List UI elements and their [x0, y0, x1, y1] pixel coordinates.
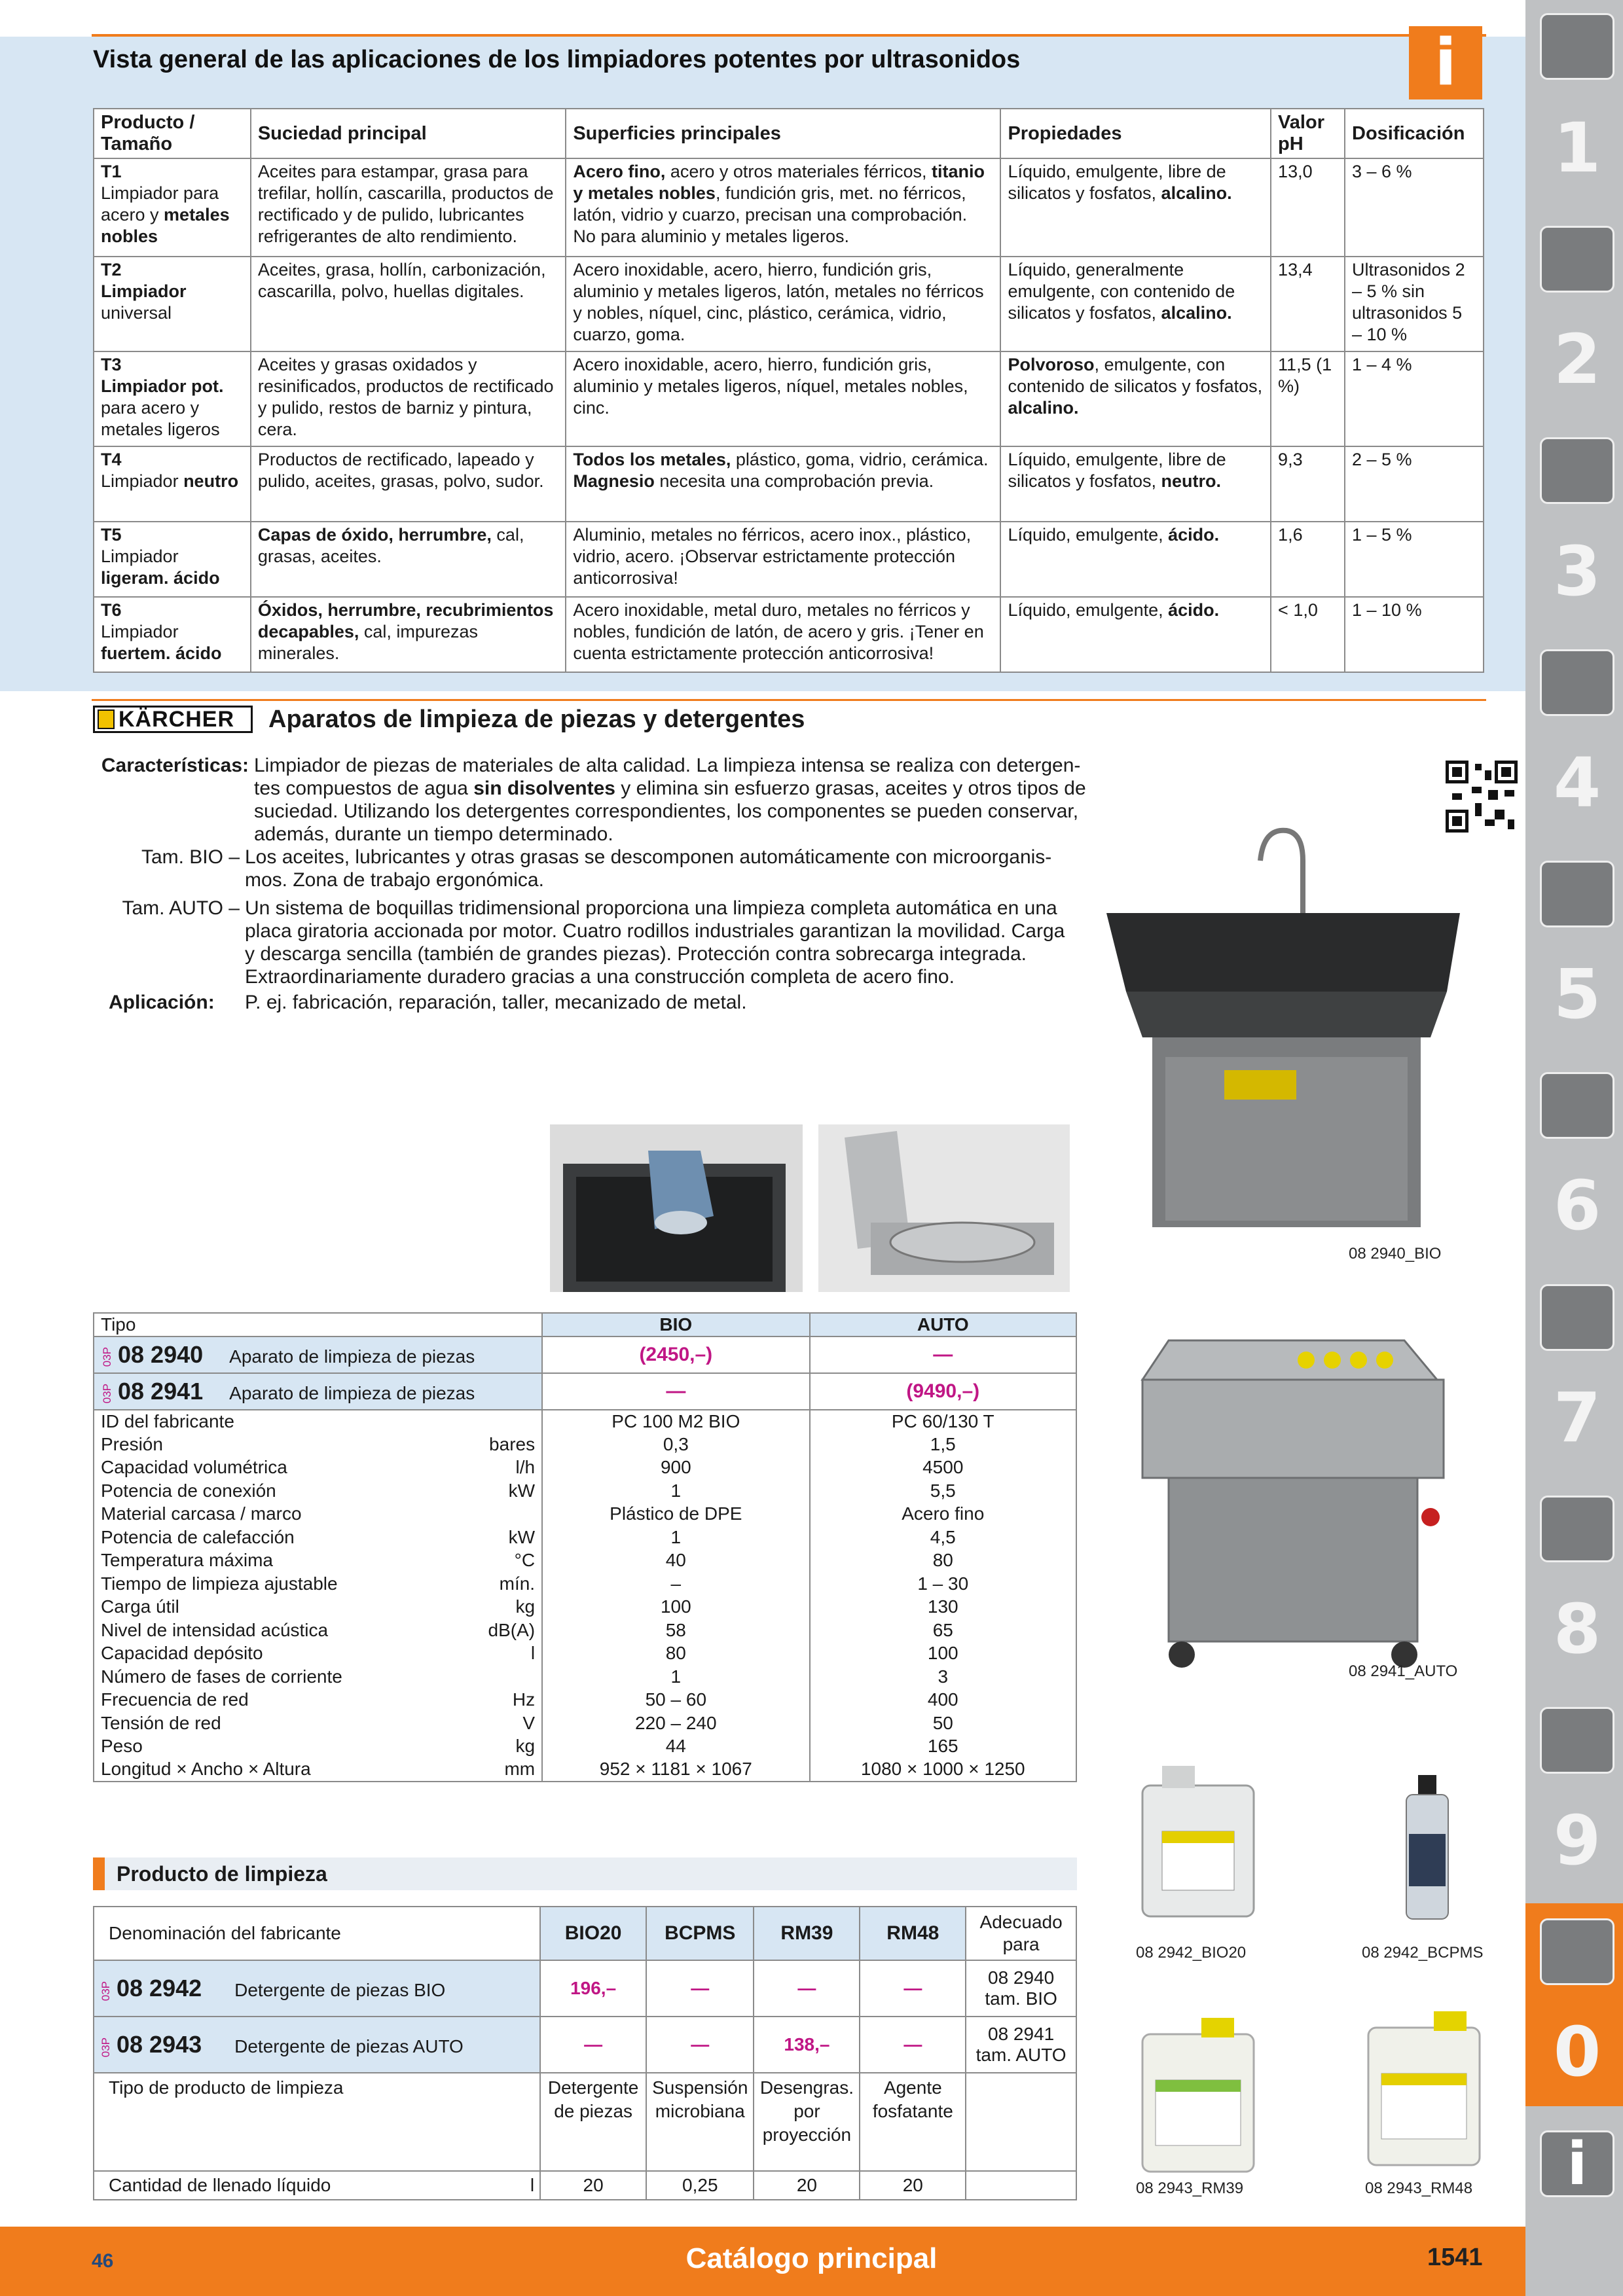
properties-cell: Líquido, emulgente, ácido.	[1000, 597, 1271, 672]
auto-machine-photo	[1129, 1321, 1463, 1674]
product-name-bold: fuertem. ácido	[101, 643, 222, 663]
spec-unit: Hz	[512, 1689, 536, 1710]
karcher-mark-icon	[98, 709, 115, 729]
article-name: Detergente de piezas BIO	[234, 1980, 446, 2000]
auto-label: Tam. AUTO –	[122, 897, 240, 919]
dirt-cell: Aceites y grasas oxidados y resinificados, productos de rectificado y pulido, restos de barniz y pintura, cera.	[251, 351, 566, 446]
karcher-logo	[93, 706, 253, 733]
product-code: T6	[101, 600, 122, 620]
spec-auto: 165	[810, 1735, 1076, 1759]
price-rm48: —	[903, 2034, 922, 2054]
spec-unit: l/h	[515, 1457, 536, 1478]
product-row[interactable]	[94, 1373, 1076, 1410]
spec-unit: mm	[504, 1759, 536, 1780]
spec-label: Carga útil	[101, 1596, 179, 1617]
caption-bio: 08 2940_BIO	[1349, 1245, 1442, 1263]
product-name-bold: Limpiador pot.	[101, 376, 224, 396]
product-name: Limpiador para acero y	[101, 183, 219, 224]
article-name: Aparato de limpieza de piezas	[229, 1382, 475, 1403]
type-bcpms: Suspensión microbiana	[646, 2073, 754, 2171]
ref-tag: 03P	[101, 1347, 113, 1367]
cleaning-products-bar: Producto de limpieza	[93, 1857, 1077, 1890]
footer-title: Catálogo principal	[685, 2242, 938, 2274]
section-rule	[92, 699, 1486, 701]
spec-bio: 50 – 60	[542, 1689, 809, 1712]
spec-row	[94, 1619, 1076, 1642]
spec-auto: 4,5	[810, 1526, 1076, 1549]
price-auto: (9490,–)	[906, 1380, 980, 1402]
properties-cell: Líquido, emulgente, libre de silicatos y fosfatos, neutro.	[1000, 446, 1271, 522]
spec-label: Número de fases de corriente	[101, 1666, 342, 1687]
tipo-label: Tipo	[94, 1313, 542, 1336]
spec-row	[94, 1479, 1076, 1503]
product-row[interactable]	[94, 1336, 1076, 1373]
properties-cell: Líquido, generalmente emulgente, con contenido de silicatos y fosfatos, alcalino.	[1000, 257, 1271, 351]
chapter-number[interactable]: 9	[1553, 1801, 1601, 1880]
spec-unit: °C	[514, 1550, 536, 1571]
description	[0, 754, 1087, 1022]
ph-cell: 13,4	[1271, 257, 1345, 351]
spec-row	[94, 1526, 1076, 1549]
type-rm48: Agente fosfatante	[860, 2073, 966, 2171]
chapter-number[interactable]: 1	[1553, 108, 1601, 188]
chapter-8-icon[interactable]	[1540, 1496, 1614, 1562]
spec-bio: 900	[542, 1456, 809, 1480]
caption-auto: 08 2941_AUTO	[1349, 1662, 1458, 1680]
table-row	[94, 446, 1484, 522]
tipo-producto-label: Tipo de producto de limpieza	[94, 2073, 540, 2171]
chapter-5-icon[interactable]	[1540, 861, 1614, 927]
col-rm39: RM39	[754, 1907, 860, 1960]
spec-label: Capacidad volumétrica	[101, 1457, 287, 1478]
desc-line: P. ej. fabricación, reparación, taller, mecanizado de metal.	[245, 992, 747, 1013]
spec-unit: kW	[508, 1526, 536, 1547]
col-rm48: RM48	[860, 1907, 966, 1960]
col-dosificacion: Dosificación	[1345, 109, 1484, 158]
section-title: Aparatos de limpieza de piezas y detergentes	[268, 706, 805, 733]
price-bio20: —	[584, 2034, 603, 2054]
spec-label: Peso	[101, 1736, 143, 1757]
spec-auto: 3	[810, 1665, 1076, 1689]
suitable-for: 08 2940 tam. BIO	[966, 1960, 1076, 2017]
spec-label: Capacidad depósito	[101, 1643, 263, 1664]
chapter-3-icon[interactable]	[1540, 437, 1614, 504]
dose-cell: 2 – 5 %	[1345, 446, 1484, 522]
col-auto: AUTO	[810, 1313, 1076, 1336]
table-row	[94, 257, 1484, 351]
spec-unit: kg	[515, 1596, 536, 1617]
spec-auto: Acero fino	[810, 1503, 1076, 1526]
bio-label: Tam. BIO –	[141, 846, 240, 868]
spec-unit: bares	[489, 1433, 536, 1454]
surface-cell: Acero inoxidable, acero, hierro, fundición gris, aluminio y metales ligeros, latón, metales no férricos y nobles, níquel, cinc, plástico, cerámica, vidrio, cuarzo, goma.	[566, 257, 1000, 351]
caption-bcpms: 08 2942_BCPMS	[1362, 1944, 1484, 1962]
dirt-cell: Óxidos, herrumbre, recubrimientos decapables, cal, impurezas minerales.	[251, 597, 566, 672]
spec-label: Nivel de intensidad acústica	[101, 1619, 329, 1640]
dose-cell: Ultrasonidos 2 – 5 % sin ultrasonidos 5 – 10 %	[1345, 257, 1484, 351]
product-name: Limpiador	[101, 622, 179, 641]
price-bio: (2450,–)	[639, 1343, 713, 1365]
price-rm39: 138,–	[784, 2034, 830, 2054]
chapter-number[interactable]: 3	[1553, 531, 1601, 611]
brand-text: KÄRCHER	[119, 706, 234, 732]
col-adecuado: Adecuado para	[966, 1907, 1076, 1960]
spec-row	[94, 1735, 1076, 1759]
dose-cell: 1 – 10 %	[1345, 597, 1484, 672]
product-name-bold: metales nobles	[101, 205, 230, 246]
chapter-number[interactable]: 7	[1553, 1378, 1601, 1458]
spec-auto: 100	[810, 1642, 1076, 1666]
spec-bio: PC 100 M2 BIO	[542, 1410, 809, 1433]
spec-auto: 400	[810, 1689, 1076, 1712]
col-bio20: BIO20	[540, 1907, 646, 1960]
spec-bio: 100	[542, 1596, 809, 1619]
spec-label: Presión	[101, 1433, 163, 1454]
surface-cell: Acero inoxidable, acero, hierro, fundición gris, aluminio y metales ligeros, níquel, metales nobles, cinc.	[566, 351, 1000, 446]
applications-table	[93, 108, 1484, 673]
product-name-bold: neutro	[183, 471, 239, 491]
product-code: T5	[101, 525, 122, 545]
article-number[interactable]: 08 2940	[118, 1340, 204, 1368]
footer	[0, 2227, 1525, 2296]
surface-cell: Acero inoxidable, metal duro, metales no férricos y nobles, fundición de latón, de acero y gris. ¡Tener en cuenta estrictamente protección anticorrosiva!	[566, 597, 1000, 672]
surface-cell: Acero fino, acero y otros materiales férricos, titanio y metales nobles, fundición gris, met. no férricos, latón, vidrio y cuarzo, precisan una comprobación. No para aluminio y metales ligeros.	[566, 158, 1000, 257]
product-code: T2	[101, 260, 122, 279]
product-name: Limpiador	[101, 547, 179, 566]
fill-rm39: 20	[754, 2171, 860, 2200]
spec-auto: 80	[810, 1549, 1076, 1573]
spec-label: Material carcasa / marco	[101, 1503, 302, 1524]
product-name-bold: ligeram. ácido	[101, 568, 220, 588]
spec-auto: 4500	[810, 1456, 1076, 1480]
rm48-canister-photo	[1362, 2008, 1486, 2172]
caption-bio20: 08 2942_BIO20	[1136, 1944, 1247, 1962]
bio20-canister-photo	[1136, 1759, 1260, 1923]
surface-cell: Aluminio, metales no férricos, acero inox., plástico, vidrio, acero. ¡Observar estrictamente protección anticorrosiva!	[566, 522, 1000, 597]
desc-line: tes compuestos de agua sin disolventes y elimina sin esfuerzo grasas, aceites y otros tipos de	[254, 778, 1086, 799]
product-row[interactable]	[94, 1960, 1076, 2017]
caracteristicas-label: Características:	[101, 755, 249, 776]
dose-cell: 3 – 6 %	[1345, 158, 1484, 257]
bio-usage-photo	[550, 1124, 803, 1292]
bio-machine-photo	[1106, 821, 1473, 1240]
spec-auto: 1080 × 1000 × 1250	[810, 1758, 1076, 1782]
spec-auto: 130	[810, 1596, 1076, 1619]
spec-row	[94, 1665, 1076, 1689]
chapter-number[interactable]: 6	[1553, 1166, 1601, 1246]
chapter-number[interactable]: 5	[1553, 954, 1601, 1034]
spec-label: Potencia de conexión	[101, 1480, 276, 1501]
spec-auto: 5,5	[810, 1479, 1076, 1503]
spec-bio: 952 × 1181 × 1067	[542, 1758, 809, 1782]
spec-unit: mín.	[499, 1573, 536, 1594]
specs-table	[93, 1312, 1077, 1782]
spec-unit: kW	[508, 1480, 536, 1501]
auto-usage-photo	[818, 1124, 1070, 1292]
spec-row	[94, 1712, 1076, 1735]
table-row	[94, 158, 1484, 257]
page-title: Vista general de las aplicaciones de los limpiadores potentes por ultrasonidos	[93, 46, 1021, 73]
spec-row	[94, 1758, 1076, 1782]
price-rm39: —	[797, 1978, 816, 1998]
spec-auto: 50	[810, 1712, 1076, 1735]
fill-row-label: Cantidad de llenado líquido l	[94, 2171, 540, 2200]
spec-auto: 65	[810, 1619, 1076, 1642]
spec-bio: 80	[542, 1642, 809, 1666]
table-row	[94, 597, 1484, 672]
col-bcpms: BCPMS	[646, 1907, 754, 1960]
col-superficies: Superficies principales	[566, 109, 1000, 158]
properties-cell: Polvoroso, emulgente, con contenido de silicatos y fosfatos, alcalino.	[1000, 351, 1271, 446]
suitable-for: 08 2941 tam. AUTO	[966, 2017, 1076, 2073]
ref-tag: 03P	[100, 1981, 112, 2001]
article-number[interactable]: 08 2943	[117, 2031, 202, 2058]
aplicacion-label: Aplicación:	[109, 992, 215, 1013]
product-name: Limpiador	[101, 471, 184, 491]
chapter-4-icon[interactable]	[1540, 649, 1614, 716]
ph-cell: 11,5 (1 %)	[1271, 351, 1345, 446]
spec-bio: 0,3	[542, 1433, 809, 1456]
ph-cell: < 1,0	[1271, 597, 1345, 672]
dirt-cell: Capas de óxido, herrumbre, cal, grasas, aceites.	[251, 522, 566, 597]
article-number[interactable]: 08 2941	[118, 1377, 204, 1405]
chapter-7-icon[interactable]	[1540, 1284, 1614, 1351]
spec-label: Longitud × Ancho × Altura	[101, 1759, 311, 1780]
chapter-number[interactable]: 8	[1553, 1589, 1601, 1669]
chapter-6-icon[interactable]	[1540, 1072, 1614, 1139]
spec-auto: 1 – 30	[810, 1572, 1076, 1596]
spec-unit: dB(A)	[488, 1619, 536, 1640]
desc-line: mos. Zona de trabajo ergonómica.	[245, 869, 544, 891]
spec-row	[94, 1410, 1076, 1433]
fill-rm48: 20	[860, 2171, 966, 2200]
desc-line: Extraordinariamente duradero gracias a una construcción completa de acero fino.	[245, 966, 955, 988]
info-chapter-icon[interactable]: i	[1540, 2130, 1614, 2197]
product-code: T3	[101, 355, 122, 374]
dose-cell: 1 – 4 %	[1345, 351, 1484, 446]
col-bio: BIO	[542, 1313, 809, 1336]
spec-label: Frecuencia de red	[101, 1689, 249, 1710]
spec-bio: Plástico de DPE	[542, 1503, 809, 1526]
price-auto: —	[933, 1343, 953, 1365]
chapter-9-icon[interactable]	[1540, 1707, 1614, 1774]
dirt-cell: Productos de rectificado, lapeado y pulido, aceites, grasas, polvo, sudor.	[251, 446, 566, 522]
spec-label: Tensión de red	[101, 1712, 221, 1733]
chapter-2-icon[interactable]	[1540, 226, 1614, 293]
product-name-bold: Limpiador	[101, 281, 187, 301]
table-row	[94, 522, 1484, 597]
col-ph: Valor pH	[1271, 109, 1345, 158]
denominacion-label: Denominación del fabricante	[94, 1907, 540, 1960]
price-bio20: 196,–	[570, 1978, 617, 1998]
price-rm48: —	[903, 1978, 922, 1998]
page-number-left: 46	[92, 2250, 114, 2272]
spec-auto: PC 60/130 T	[810, 1410, 1076, 1433]
spec-bio: –	[542, 1572, 809, 1596]
product-name: para acero y metales ligeros	[101, 398, 220, 439]
spec-label: ID del fabricante	[101, 1410, 234, 1431]
ref-tag: 03P	[100, 2037, 112, 2058]
page-number-right: 1541	[1427, 2244, 1483, 2271]
desc-line: Limpiador de piezas de materiales de alta calidad. La limpieza intensa se realiza con detergen-	[254, 755, 1081, 776]
properties-cell: Líquido, emulgente, ácido.	[1000, 522, 1271, 597]
desc-line: Un sistema de boquillas tridimensional proporciona una limpieza completa automática en una	[245, 897, 1057, 919]
chapter-number[interactable]: 2	[1553, 319, 1601, 399]
spec-bio: 1	[542, 1526, 809, 1549]
chapter-number[interactable]: 0	[1553, 2012, 1601, 2092]
spec-bio: 1	[542, 1665, 809, 1689]
table-row	[94, 351, 1484, 446]
spec-bio: 58	[542, 1619, 809, 1642]
article-name: Aparato de limpieza de piezas	[229, 1346, 475, 1367]
article-number[interactable]: 08 2942	[117, 1975, 202, 2001]
cleaning-table	[93, 1906, 1077, 2200]
spec-bio: 40	[542, 1549, 809, 1573]
desc-line: además, durante un tiempo determinado.	[254, 823, 613, 845]
col-producto: Producto / Tamaño	[94, 109, 251, 158]
spec-row	[94, 1596, 1076, 1619]
spec-row	[94, 1456, 1076, 1480]
product-name: universal	[101, 303, 172, 323]
chapter-number[interactable]: 4	[1553, 743, 1601, 823]
spec-row	[94, 1433, 1076, 1456]
caption-rm39: 08 2943_RM39	[1136, 2179, 1244, 2197]
fill-bio20: 20	[540, 2171, 646, 2200]
price-bcpms: —	[691, 1978, 710, 1998]
spec-label: Potencia de calefacción	[101, 1526, 295, 1547]
dirt-cell: Aceites para estampar, grasa para trefilar, hollín, cascarilla, productos de rectificado y de pulido, lubricantes refrigerantes de alto rendimiento.	[251, 158, 566, 257]
product-code: T1	[101, 162, 122, 181]
spec-unit: kg	[515, 1736, 536, 1757]
type-bio20: Detergente de piezas	[540, 2073, 646, 2171]
properties-cell: Líquido, emulgente, libre de silicatos y fosfatos, alcalino.	[1000, 158, 1271, 257]
fill-bcpms: 0,25	[646, 2171, 754, 2200]
spec-row	[94, 1549, 1076, 1573]
desc-line: y descarga sencilla (también de grandes piezas). Protección contra sobrecarga integrada.	[245, 943, 1027, 965]
price-bio: —	[666, 1380, 686, 1402]
ph-cell: 1,6	[1271, 522, 1345, 597]
bcpms-bottle-photo	[1401, 1775, 1453, 1923]
spec-unit: l	[530, 1643, 536, 1664]
info-icon[interactable]: i	[1409, 26, 1482, 99]
dose-cell: 1 – 5 %	[1345, 522, 1484, 597]
type-rm39: Desengras. por proyección	[754, 2073, 860, 2171]
spec-row	[94, 1572, 1076, 1596]
surface-cell: Todos los metales, plástico, goma, vidrio, cerámica. Magnesio necesita una comprobación previa.	[566, 446, 1000, 522]
article-name: Detergente de piezas AUTO	[234, 2036, 464, 2056]
desc-line: suciedad. Utilizando los detergentes correspondientes, los componentes se pueden conservar,	[254, 800, 1079, 822]
ref-tag: 03P	[101, 1384, 113, 1404]
desc-line: placa giratoria accionada por motor. Cuatro rodillos industriales garantizan la movilidad. Carga	[245, 920, 1065, 942]
spec-auto: 1,5	[810, 1433, 1076, 1456]
rm39-canister-photo	[1136, 2015, 1260, 2178]
col-propiedades: Propiedades	[1000, 109, 1271, 158]
spec-bio: 220 – 240	[542, 1712, 809, 1735]
spec-label: Tiempo de limpieza ajustable	[101, 1573, 338, 1594]
spec-label: Temperatura máxima	[101, 1550, 273, 1571]
caption-rm48: 08 2943_RM48	[1365, 2179, 1473, 2197]
product-code: T4	[101, 450, 122, 469]
desc-line: Los aceites, lubricantes y otras grasas se descomponen automáticamente con microorganis-	[245, 846, 1052, 868]
spec-row	[94, 1642, 1076, 1666]
ph-cell: 9,3	[1271, 446, 1345, 522]
spec-bio: 44	[542, 1735, 809, 1759]
spec-bio: 1	[542, 1479, 809, 1503]
col-suciedad: Suciedad principal	[251, 109, 566, 158]
spec-unit: V	[522, 1712, 536, 1733]
spec-row	[94, 1689, 1076, 1712]
spec-row	[94, 1503, 1076, 1526]
chapter-1-icon[interactable]	[1540, 13, 1614, 80]
product-row[interactable]	[94, 2017, 1076, 2073]
chapter-0-icon[interactable]	[1540, 1918, 1614, 1985]
dirt-cell: Aceites, grasa, hollín, carbonización, cascarilla, polvo, huellas digitales.	[251, 257, 566, 351]
price-bcpms: —	[691, 2034, 710, 2054]
ph-cell: 13,0	[1271, 158, 1345, 257]
